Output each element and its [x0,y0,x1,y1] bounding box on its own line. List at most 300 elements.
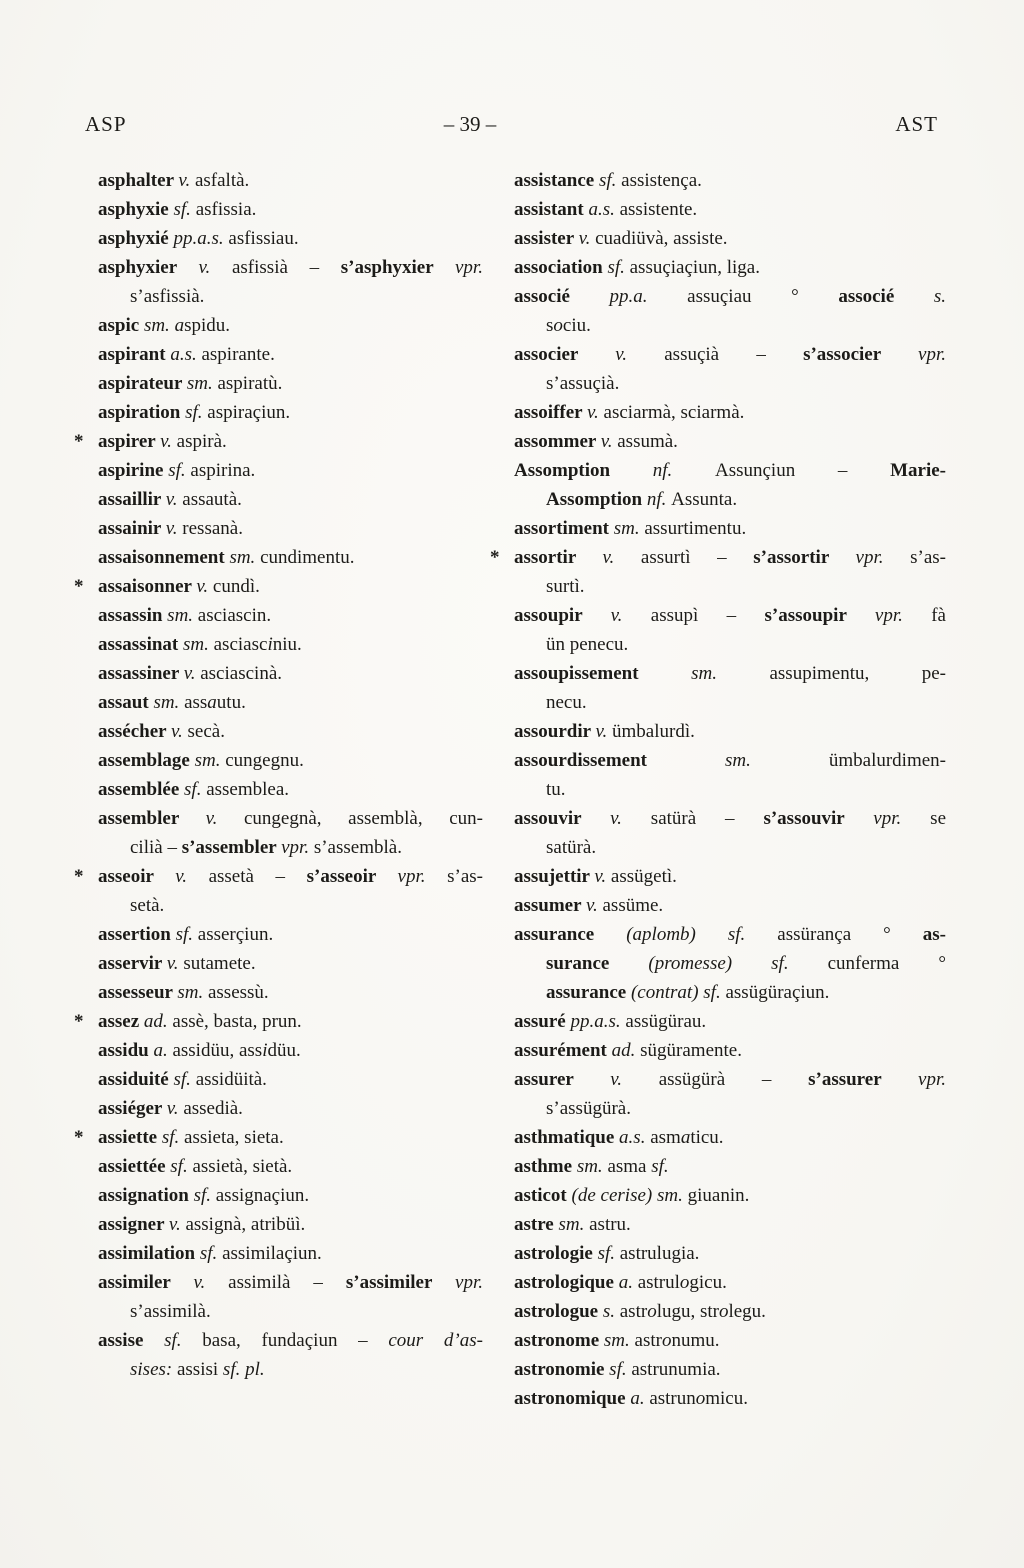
grammar-label: o [679,1272,690,1293]
entry-line [514,862,946,891]
headword: astronome [514,1330,604,1351]
grammar-label: vpr. [873,808,931,829]
entry-line [514,1326,946,1355]
entry-line [98,659,483,688]
entry-line [514,1384,946,1413]
grammar-label: sm. [186,373,218,394]
translation-text: assidüu, ass [172,1040,263,1061]
headword: assidu [98,1040,154,1061]
dictionary-entry [514,1036,946,1065]
entry-line [514,398,946,427]
headword: astrologique [514,1272,619,1293]
grammar-label: a. [630,1388,650,1409]
entry-line [98,1181,483,1210]
entry-line [514,253,946,282]
dictionary-entry [74,572,483,601]
grammar-label: sf. [703,982,726,1003]
headword-star: * [74,576,84,597]
grammar-label: sf. [727,924,778,945]
grammar-label: sm. [167,605,198,626]
translation-text: assimilaçiun. [222,1243,322,1264]
entry-line [514,601,946,630]
headword: asphyxier [98,257,199,278]
entry-line [98,1326,483,1355]
dictionary-entry [514,1297,946,1326]
grammar-label: pp.a.s. [570,1011,626,1032]
headword: assourdissement [514,750,725,771]
headword: assortiment [514,518,614,539]
grammar-label: sf. [607,257,630,278]
grammar-label: v. [160,431,177,452]
grammar-label: sm. [183,634,214,655]
grammar-label: sf. [173,1069,196,1090]
headword: asphyxie [98,199,174,220]
translation-text: satürà – [650,808,764,829]
headword-star: * [490,547,500,568]
translation-text: satürà. [546,837,597,858]
grammar-label: nf. [646,489,672,510]
headword: Marie- [890,460,946,481]
dictionary-entry [514,1355,946,1384]
grammar-label: vpr. [281,837,314,858]
headword: assoupissement [514,663,692,684]
grammar-label: sm. [691,663,770,684]
translation-text: asfissiau. [228,228,299,249]
entry-line [514,978,946,1007]
headword: as- [922,924,946,945]
translation-text: micu. [705,1388,748,1409]
dictionary-entry [98,514,483,543]
dictionary-entry [514,1210,946,1239]
translation-text: ciu. [562,315,591,336]
entry-line [514,224,946,253]
grammar-label: v. [166,953,184,974]
grammar-label: sf. [168,460,191,481]
dictionary-entry [514,717,946,746]
page-number: – 39 – [443,112,497,136]
dictionary-entry [514,1007,946,1036]
entry-line [98,572,483,601]
dictionary-entry [514,1065,946,1123]
headword: associé [514,286,610,307]
headword: assassin [98,605,168,626]
grammar-label: i [267,634,273,655]
headword: surance [546,953,649,974]
grammar-label: s. [933,286,947,307]
headword: assortir [514,547,603,568]
entry-line [98,978,483,1007]
dictionary-entry [98,1326,483,1384]
translation-text: necu. [546,692,587,713]
dictionary-entry [74,1123,483,1152]
entry-line [98,1268,483,1297]
grammar-label: sm. [229,547,261,568]
right-column [490,166,947,1413]
dictionary-entry [514,224,946,253]
headword: assez [98,1011,144,1032]
translation-text: spidu. [184,315,230,336]
grammar-label: sf. [175,924,198,945]
translation-text: cungegnu. [225,750,304,771]
dictionary-entry [514,746,946,804]
grammar-label: sm. [613,518,645,539]
headword: assignation [98,1185,194,1206]
headword: assoiffer [514,402,587,423]
translation-text: setà. [130,895,165,916]
translation-text: assignà, atribüì. [185,1214,306,1235]
headword: associé [838,286,934,307]
translation-text: assügetì. [610,866,677,887]
entry-line [514,688,946,717]
entry-line [98,282,483,311]
translation-text: assisi [176,1359,223,1380]
translation-text: assè, basta, prun. [172,1011,302,1032]
dictionary-entry [98,1152,483,1181]
grammar-label: sf. [199,1243,223,1264]
dictionary-entry [98,775,483,804]
dictionary-entry [514,659,946,717]
entry-line [514,1268,946,1297]
translation-text: basa, fundaçiun – [202,1330,389,1351]
entry-line [514,456,946,485]
entry-line [98,775,483,804]
dictionary-entry [98,1268,483,1326]
grammar-label: v. [578,228,596,249]
headword: s’assembler [181,837,282,858]
translation-text: astrul [637,1272,680,1293]
dictionary-entry [98,369,483,398]
headword: assimiler [98,1272,194,1293]
entry-line [98,195,483,224]
dictionary-entry [98,543,483,572]
grammar-label: v. [165,518,183,539]
grammar-label: sf. pl. [222,1359,265,1380]
dictionary-entry [514,1181,946,1210]
headword: assiette [98,1127,162,1148]
dictionary-entry [98,601,483,630]
entry-line [514,311,946,340]
headword: astronomique [514,1388,631,1409]
translation-text: utu. [216,692,246,713]
translation-text: ressanà. [182,518,243,539]
grammar-label: sf. [609,1359,632,1380]
headword: assassiner [98,663,184,684]
headword: s’assoupir [764,605,875,626]
grammar-label: v. [193,1272,229,1293]
dictionary-entry [98,978,483,1007]
headword: assiduité [98,1069,174,1090]
grammar-label: sm. [603,1330,635,1351]
grammar-label: v. [615,344,665,365]
translation-text: Assunçiun – [714,460,891,481]
grammar-label: (aplomb) [626,924,728,945]
headword: s’assimiler [345,1272,456,1293]
dictionary-entry [98,688,483,717]
dictionary-entry [514,1268,946,1297]
dictionary-entry [98,1239,483,1268]
headword: assoupir [514,605,611,626]
entry-line [514,746,946,775]
translation-text: gicu. [689,1272,727,1293]
dictionary-entry [514,398,946,427]
headword: asphyxié [98,228,174,249]
translation-text: assumà. [617,431,678,452]
grammar-label: sm. [558,1214,590,1235]
grammar-label: sf. [164,1330,203,1351]
translation-text: asma [607,1156,652,1177]
entry-line [98,253,483,282]
entry-line [514,1123,946,1152]
translation-text: s’asfissià. [130,286,205,307]
grammar-label: i [262,1040,268,1061]
dictionary-entry [98,1210,483,1239]
translation-text: assistença. [621,170,702,191]
headword: asthme [514,1156,577,1177]
grammar-label: sm. [153,692,185,713]
translation-text: assautà. [182,489,242,510]
grammar-label: pp.a. [609,286,688,307]
entry-line [514,514,946,543]
grammar-label: a. [153,1040,173,1061]
dictionary-entry [98,456,483,485]
headword: assujettir [514,866,595,887]
headword: assumer [514,895,586,916]
headword-star: * [74,866,84,887]
headword: assurément [514,1040,612,1061]
translation-text: ümbalurdì. [612,721,695,742]
entry-line [98,166,483,195]
entry-line [514,166,946,195]
translation-text: s’assuçià. [546,373,620,394]
entry-line [514,949,946,978]
headword: asseoir [98,866,176,887]
headword: assemblage [98,750,195,771]
translation-text: niu. [272,634,302,655]
translation-text: asfissià – [231,257,341,278]
dictionary-entry [98,195,483,224]
translation-text: asm [650,1127,681,1148]
grammar-label: sm. [576,1156,608,1177]
grammar-label: sf. [173,199,196,220]
entry-line [514,1036,946,1065]
translation-text: assurtì – [640,547,754,568]
headword-star: * [74,1127,84,1148]
entry-line [514,572,946,601]
entry-line [514,282,946,311]
translation-text: s’as- [910,547,947,568]
entry-line [98,1123,483,1152]
entry-line [98,340,483,369]
dictionary-entry [514,804,946,862]
dictionary-entry [74,1007,483,1036]
dictionary-entry [514,253,946,282]
translation-text: s’assemblà. [313,837,402,858]
grammar-label: a. [618,1272,638,1293]
grammar-label: s. [602,1301,620,1322]
headword: s’assurer [808,1069,919,1090]
grammar-label: o [647,1301,657,1322]
entry-line [98,601,483,630]
headword: assimilation [98,1243,200,1264]
page-header [0,112,1024,142]
headword: assaut [98,692,154,713]
dictionary-entry [98,1036,483,1065]
translation-text: cunferma ° [827,953,946,974]
entry-line [514,833,946,862]
entry-line [514,659,946,688]
translation-text: astrun [649,1388,696,1409]
entry-line [514,630,946,659]
translation-text: numu. [671,1330,720,1351]
entry-line [98,920,483,949]
translation-text: surtì. [546,576,585,597]
grammar-label: vpr. [397,866,448,887]
headword: aspic [98,315,144,336]
dictionary-entry [490,543,947,601]
headword: associer [514,344,616,365]
translation-text: ün penecu. [546,634,629,655]
two-column-text-block [0,166,1024,1413]
headword: assassinat [98,634,183,655]
translation-text: asfaltà. [194,170,250,191]
grammar-label: vpr. [918,344,947,365]
headword: aspirateur [98,373,187,394]
headword: assemblée [98,779,185,800]
dictionary-entry [98,1181,483,1210]
headword: assister [514,228,579,249]
grammar-label: v. [166,1098,184,1119]
translation-text: assetà – [208,866,307,887]
entry-line [98,1065,483,1094]
grammar-label: vpr. [455,257,483,278]
entry-line [514,485,946,514]
translation-text: sügüramente. [640,1040,742,1061]
grammar-label: sm. [194,750,226,771]
translation-text: assuçià – [664,344,804,365]
entry-line [514,1297,946,1326]
headword: astronomie [514,1359,610,1380]
grammar-label: sf. [193,1185,216,1206]
grammar-label: ad. [143,1011,173,1032]
grammar-label: o [695,1388,706,1409]
headword: asticot [514,1185,572,1206]
headword: s’associer [803,344,919,365]
entry-line [514,1181,946,1210]
dictionary-entry [98,340,483,369]
entry-line [514,1210,946,1239]
translation-text: assuçiau ° [687,286,839,307]
translation-text: aspirante. [201,344,275,365]
headword: aspirant [98,344,171,365]
grammar-label: o [553,315,563,336]
entry-line [514,891,946,920]
grammar-label: a.s. [588,199,620,220]
translation-text: aspirà. [176,431,227,452]
grammar-label: sf. [651,1156,669,1177]
translation-text: assürança ° [777,924,923,945]
translation-text: assessù. [207,982,269,1003]
headword: assaisonnement [98,547,230,568]
grammar-label: v. [196,576,213,597]
grammar-label: (contrat) [630,982,704,1003]
headword: assiettée [98,1156,171,1177]
entry-line [514,920,946,949]
translation-text: asciarmà, sciarmà. [603,402,745,423]
translation-text: assügüraçiun. [725,982,830,1003]
dictionary-entry [98,746,483,775]
dictionary-entry [514,166,946,195]
dictionary-entry [98,485,483,514]
dictionary-entry [98,804,483,862]
entry-line [98,862,483,891]
translation-text: asciascin. [197,605,272,626]
entry-line [98,804,483,833]
headword: assurance [546,982,631,1003]
grammar-label: v. [610,808,651,829]
translation-text: astr [619,1301,648,1322]
entry-line [98,891,483,920]
entry-line [98,543,483,572]
translation-text: assignaçiun. [215,1185,310,1206]
entry-line [514,543,946,572]
headword: asthmatique [514,1127,620,1148]
grammar-label: a [174,315,185,336]
translation-text: assidüità. [195,1069,267,1090]
headword-star: * [74,431,84,452]
dictionary-entry [98,1094,483,1123]
translation-text: astrulugia. [619,1243,700,1264]
entry-line [514,1007,946,1036]
entry-line [98,688,483,717]
grammar-label: ad. [611,1040,641,1061]
translation-text: astr [634,1330,662,1351]
dictionary-entry [514,195,946,224]
dictionary-entry [98,253,483,311]
translation-text: secà. [187,721,225,742]
entry-line [98,514,483,543]
entry-line [98,1036,483,1065]
headword: Assomption [514,460,653,481]
grammar-label: (de cerise) [571,1185,657,1206]
entry-line [98,456,483,485]
entry-line [514,195,946,224]
grammar-label: sf. [597,1243,620,1264]
grammar-label: sm. [725,750,829,771]
grammar-label: vpr. [918,1069,946,1090]
entry-line [98,485,483,514]
entry-line [514,717,946,746]
translation-text: lugu, str [656,1301,719,1322]
entry-line [98,746,483,775]
headword: aspiration [98,402,186,423]
headword: Assomption [546,489,647,510]
translation-text: s’assimilà. [130,1301,211,1322]
headword: asphalter [98,170,179,191]
headword: assourdir [514,721,596,742]
dictionary-entry [74,427,483,456]
translation-text: assupì – [650,605,765,626]
dictionary-entry [98,224,483,253]
headword: assouvir [514,808,611,829]
translation-text: sutamete. [183,953,256,974]
translation-text: asciascinà. [200,663,282,684]
entry-line [514,1355,946,1384]
entry-line [98,833,483,862]
translation-text: ass [184,692,208,713]
grammar-label: pp.a.s. [173,228,229,249]
dictionary-entry [98,311,483,340]
entry-line [514,1239,946,1268]
